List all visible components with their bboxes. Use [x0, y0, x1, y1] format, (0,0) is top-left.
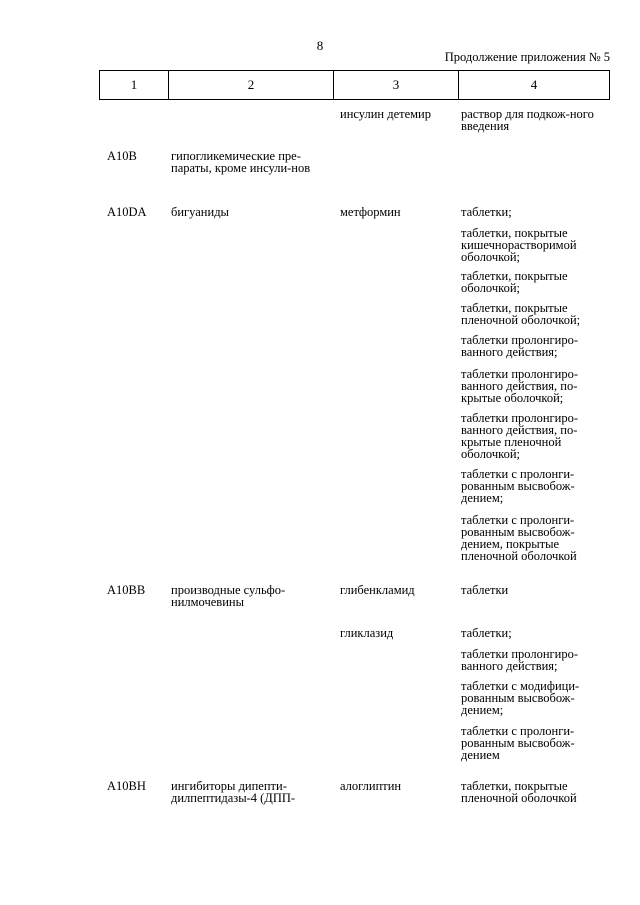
dosage-form: таблетки пролонгиро-ванного действия, по-крытые оболочкой;	[461, 367, 579, 405]
dosage-form: таблетки, покрытые кишечнорастворимой оболочкой;	[461, 226, 577, 264]
dosage-form: таблетки пролонгиро-ванного действия, по-крытые пленочной оболочкой;	[461, 411, 579, 461]
atc-code: A10BB	[107, 583, 146, 597]
atc-group: гипогликемические пре-параты, кроме инсули-нов	[171, 149, 311, 175]
page-number: 8	[316, 38, 324, 53]
dosage-form: таблетки, покрытые оболочкой;	[461, 269, 568, 295]
drug-name: гликлазид	[340, 626, 394, 640]
drug-name: алоглиптин	[340, 779, 402, 793]
header-col-2: 2	[169, 71, 334, 99]
dosage-form: таблетки с пролонги-рованным высвобож-дением	[461, 724, 575, 762]
dosage-form: таблетки с модифици-рованным высвобож-дением;	[461, 679, 580, 717]
drug-name: метформин	[340, 205, 401, 219]
atc-code: A10BH	[107, 779, 146, 793]
dosage-form: таблетки пролонгиро-ванного действия;	[461, 647, 579, 673]
atc-code: A10B	[107, 149, 137, 163]
atc-group: бигуаниды	[171, 205, 229, 219]
dosage-form: таблетки пролонгиро-ванного действия;	[461, 333, 579, 359]
table-header	[99, 70, 610, 100]
drug-name: глибенкламид	[340, 583, 415, 597]
atc-group: ингибиторы дипепти-дилпептидазы-4 (ДПП-	[171, 779, 296, 805]
dosage-form: таблетки, покрытые пленочной оболочкой;	[461, 301, 581, 327]
dosage-form: таблетки;	[461, 626, 512, 640]
dosage-form: таблетки	[461, 583, 509, 597]
dosage-form: таблетки с пролонги-рованным высвобож-дением, покрытые пленочной оболочкой	[461, 513, 577, 563]
header-col-3: 3	[334, 71, 459, 99]
header-col-4: 4	[530, 77, 538, 92]
dosage-form: таблетки;	[461, 205, 512, 219]
atc-group: производные сульфо-нилмочевины	[171, 583, 286, 609]
header-col-1: 1	[100, 71, 169, 99]
atc-code: A10DA	[107, 205, 147, 219]
drug-name: инсулин детемир	[340, 107, 431, 121]
dosage-form: раствор для подкож-ного введения	[461, 107, 594, 133]
continuation-note: Продолжение приложения № 5	[444, 50, 610, 64]
dosage-form: таблетки, покрытые пленочной оболочкой	[461, 779, 577, 805]
dosage-form: таблетки с пролонги-рованным высвобож-дением;	[461, 467, 575, 505]
